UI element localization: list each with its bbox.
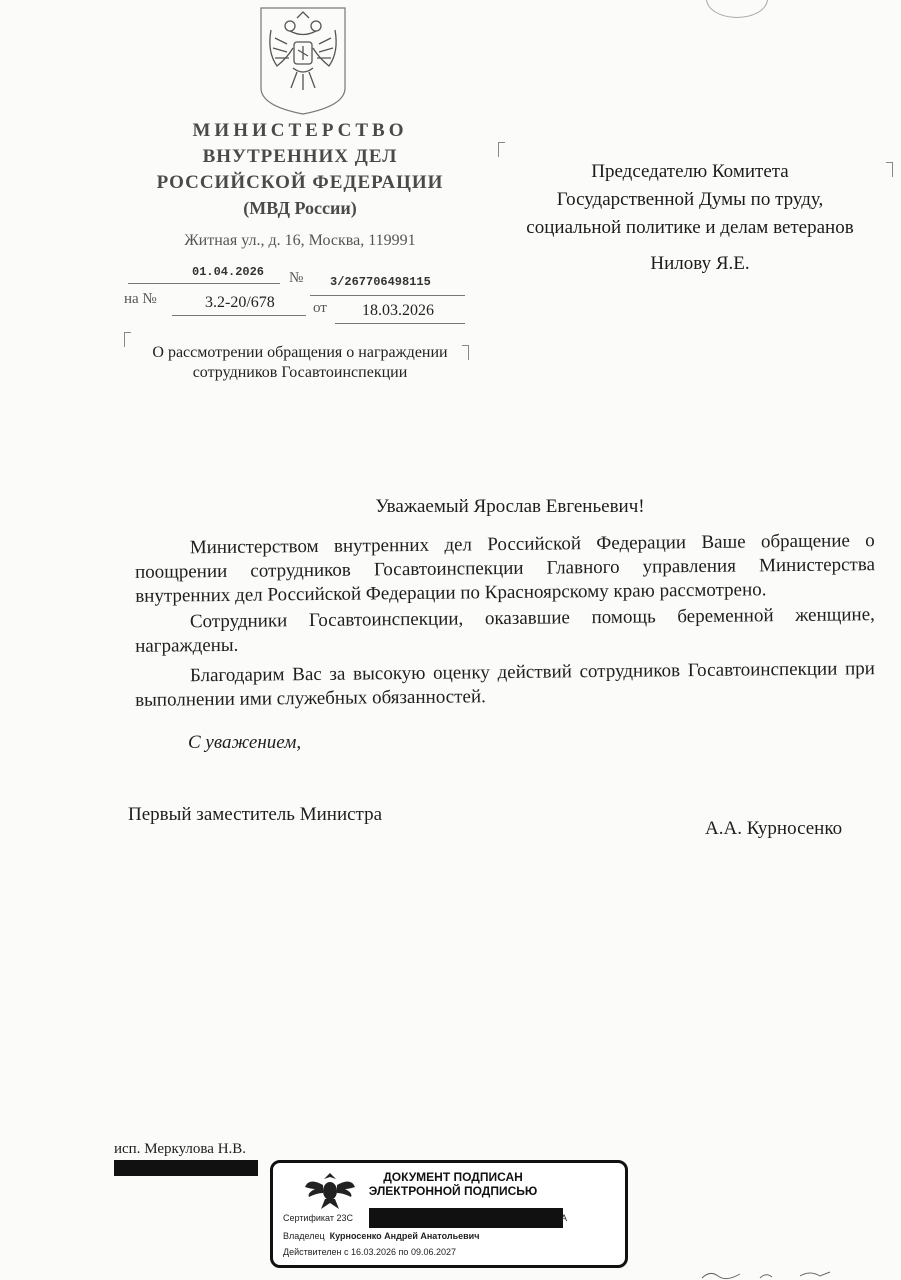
closing-phrase: С уважением, [188,732,302,753]
ministry-name-line1: МИНИСТЕРСТВО [192,120,408,141]
recipient-bracket-right [886,162,893,177]
body-paragraph-1: Министерством внутренних дел Российской Федерации Ваше обращение о поощрении сотрудников Госавтоинспекции Главного управления Министерства внутренних дел Российской Федерации по Красноярскому краю рассмотрено. [134,530,876,607]
reply-number: 3.2-20/678 [205,294,275,311]
date-underline [128,283,280,284]
recipient-name: Нилову Я.Е. [650,253,750,274]
esignature-certificate-tail: A [561,1213,568,1223]
body-paragraph-3: Благодарим Вас за высокую оценку действий сотрудников Госавтоинспекции при выполнении ими служебных обязанностей. [135,658,875,711]
recipient-bracket-left [498,142,505,157]
outgoing-date: 01.04.2026 [192,265,265,279]
esignature-title-line1: ДОКУМЕНТ ПОДПИСАН [383,1170,523,1184]
certificate-redaction [369,1208,563,1228]
recipient-block [500,158,880,242]
redaction-bar [114,1160,258,1176]
esignature-owner-label: Владелец [283,1231,325,1241]
recipient-line1: Председателю Комитета [591,161,789,182]
reply-from-label: от [313,300,327,316]
esignature-certificate: Сертификат 23C [283,1213,353,1223]
body-paragraph-2: Сотрудники Госавтоинспекции, оказавшие помощь беременной женщине, награждены. [135,604,875,657]
subject-block [130,343,470,383]
signatory-title: Первый заместитель Министра [128,804,383,825]
reply-date-underline [335,323,465,324]
esignature-validity: Действителен с 16.03.2026 по 09.06.2027 [283,1247,456,1257]
electronic-signature-stamp [270,1160,628,1268]
handwritten-scribble [700,1268,840,1280]
ministry-name-line3: РОССИЙСКОЙ ФЕДЕРАЦИИ [156,172,444,193]
reply-date: 18.03.2026 [362,302,434,319]
reply-number-underline [172,315,306,316]
ministry-abbreviation: (МВД России) [243,198,357,218]
esignature-title [353,1170,553,1198]
recipient-line2: Государственной Думы по труду, [556,189,824,210]
recipient-line3: социальной политике и делам ветеранов [526,217,854,238]
handwritten-corner-mark [706,0,768,18]
signatory-name: А.А. Курносенко [705,818,843,839]
ministry-address: Житная ул., д. 16, Москва, 119991 [184,232,416,249]
subject-line2: сотрудников Госавтоинспекции [192,364,408,381]
reply-label: на № [124,291,157,307]
esignature-owner-name: Курносенко Андрей Анатольевич [329,1231,480,1241]
executor-name: исп. Меркулова Н.В. [114,1141,247,1157]
police-emblem-icon [303,1167,357,1211]
outgoing-number: 3/267706498115 [330,275,431,289]
number-underline [310,295,465,296]
number-label: № [289,270,304,286]
subject-line1: О рассмотрении обращения о награждении [152,344,448,361]
coat-of-arms-emblem [257,4,349,116]
greeting: Уважаемый Ярослав Евгеньевич! [375,496,645,517]
ministry-name-line2: ВНУТРЕННИХ ДЕЛ [202,146,398,167]
esignature-title-line2: ЭЛЕКТРОННОЙ ПОДПИСЬЮ [368,1184,538,1198]
esignature-owner-row [283,1231,479,1241]
